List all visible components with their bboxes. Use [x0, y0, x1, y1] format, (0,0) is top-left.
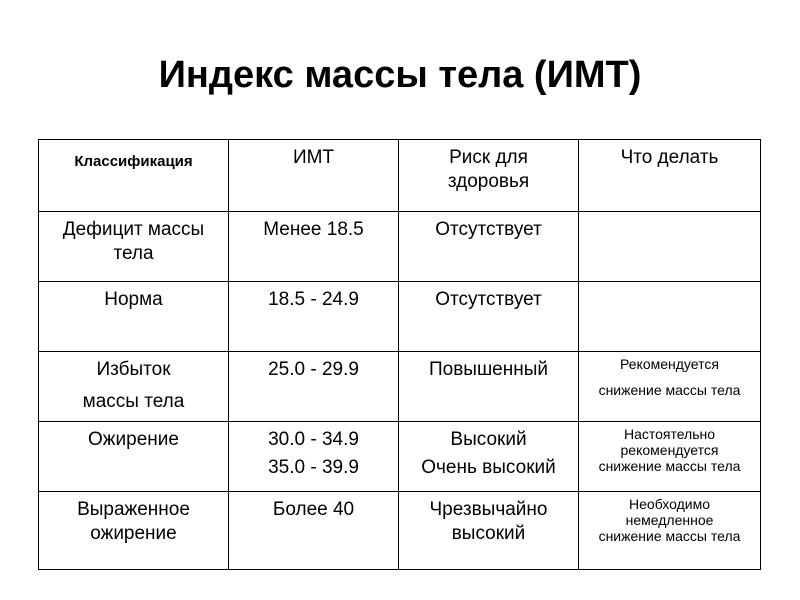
header-bmi: ИМТ — [229, 140, 399, 212]
cell-risk-line1: Высокий — [450, 429, 527, 450]
page-title: Индекс массы тела (ИМТ) — [158, 54, 642, 96]
cell-action-line2: снижение массы тела — [598, 382, 741, 398]
cell-classification: Норма — [39, 282, 229, 352]
cell-action-line2: немедленное — [625, 512, 714, 528]
cell-classification-line1: Избыток — [96, 359, 171, 380]
cell-risk-line2: высокий — [451, 523, 526, 544]
cell-action — [579, 212, 761, 282]
cell-risk: Отсутствует — [399, 212, 579, 282]
cell-bmi: 25.0 - 29.9 — [229, 352, 399, 422]
cell-action-line3: снижение массы тела — [598, 528, 741, 544]
cell-action — [579, 492, 761, 570]
table-row — [39, 422, 761, 492]
cell-bmi: Менее 18.5 — [229, 212, 399, 282]
cell-classification-line2: массы тела — [82, 391, 185, 412]
cell-risk: Отсутствует — [399, 282, 579, 352]
cell-classification — [39, 352, 229, 422]
header-classification: Классификация — [39, 140, 229, 212]
header-risk-line2: здоровья — [447, 171, 530, 192]
cell-risk — [399, 492, 579, 570]
table-row — [39, 212, 761, 282]
header-action: Что делать — [579, 140, 761, 212]
table-row — [39, 352, 761, 422]
header-risk-line1: Риск для — [449, 147, 528, 168]
cell-bmi: Более 40 — [229, 492, 399, 570]
table-row — [39, 282, 761, 352]
cell-risk-line1: Чрезвычайно — [429, 499, 548, 520]
cell-classification — [39, 492, 229, 570]
cell-action-line2: рекомендуется — [620, 442, 719, 458]
bmi-table — [38, 139, 761, 570]
cell-action — [579, 352, 761, 422]
cell-bmi — [229, 422, 399, 492]
cell-classification — [39, 212, 229, 282]
table-header-row — [39, 140, 761, 212]
cell-risk — [399, 422, 579, 492]
cell-action-line1: Необходимо — [629, 496, 710, 512]
cell-classification-line1: Выраженное — [77, 499, 190, 520]
table-row — [39, 492, 761, 570]
cell-risk: Повышенный — [399, 352, 579, 422]
header-risk — [399, 140, 579, 212]
cell-action — [579, 282, 761, 352]
cell-classification-line2: тела — [113, 243, 154, 264]
cell-classification: Ожирение — [39, 422, 229, 492]
cell-action-line3: снижение массы тела — [598, 458, 741, 474]
cell-bmi-line1: 30.0 - 34.9 — [268, 429, 359, 450]
cell-risk-line2: Очень высокий — [421, 457, 556, 478]
cell-classification-line1: Дефицит массы — [62, 219, 205, 240]
cell-action-line1: Настоятельно — [623, 426, 716, 442]
cell-classification-line2: ожирение — [90, 523, 177, 544]
cell-action — [579, 422, 761, 492]
cell-bmi: 18.5 - 24.9 — [229, 282, 399, 352]
cell-bmi-line2: 35.0 - 39.9 — [268, 457, 359, 478]
cell-action-line1: Рекомендуется — [620, 356, 719, 372]
